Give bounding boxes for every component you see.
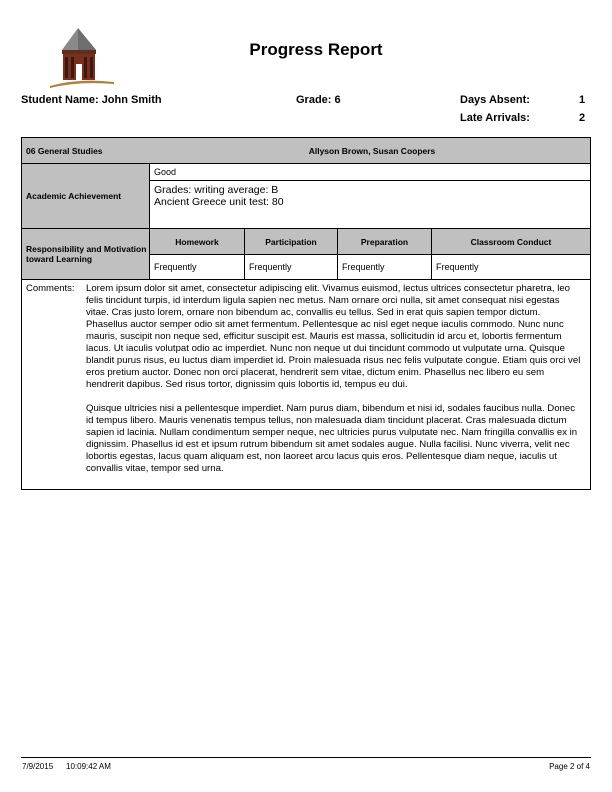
comments-paragraph-1: Lorem ipsum dolor sit amet, consectetur adipiscing elit. Vivamus euismod, lectus ultrices consectetur pharetra, leo felis tincidunt turpis, id interdum ligula sapien nec metus. Nam ornare orci nulla, sit amet consequat nisi egestas vitae. Cras justo lorem, ornare non bibendum ac, convallis eu tellus. Sed in erat quis sapien tempor dictum. Phasellus auctor semper odio sit amet fermentum. Pellentesque ac nisl eget neque iaculis commodo. Nunc nunc mauris, suscipit non neque sed, efficitur suscipit est. Mauris est massa, sollicitudin id arcu et, lobortis fermentum lacus. Ut iaculis volutpat odio ac imperdiet. Nunc non neque ut dui tincidunt commodo ut vulputate urna. Quisque blandit purus risus, eu luctus diam imperdiet id. Proin malesuada risus nec felis vulputate congue. Etiam quis orci vel eros pretium auctor. Donec non orci placerat, hendrerit sem vitae, dictum enim. Phasellus nec libero eu sem hendrerit dapibus. Sed risus tortor, dignissim quis lobortis id, tempus eu dui.	[86, 283, 581, 390]
student-name: John Smith	[101, 94, 162, 106]
value-classroom-conduct: Frequently	[436, 262, 479, 272]
student-name-label: Student Name:	[21, 94, 99, 106]
responsibility-label: Responsibility and Motivation toward Learning	[22, 229, 150, 279]
subject-name: 06 General Studies	[26, 145, 103, 156]
grade-label: Grade:	[296, 94, 332, 106]
academic-rating: Good	[150, 164, 590, 181]
value-homework: Frequently	[150, 255, 245, 279]
grades-line-1: Grades: writing average: B	[154, 184, 279, 196]
report-table	[21, 137, 591, 490]
header-participation: Participation	[245, 229, 338, 254]
value-preparation: Frequently	[338, 255, 432, 279]
grade-value: 6	[334, 94, 341, 106]
comments-text	[86, 283, 586, 475]
academic-grades	[150, 181, 590, 213]
responsibility-row	[22, 229, 590, 280]
subject-teachers: Allyson Brown, Susan Coopers	[308, 145, 436, 156]
responsibility-values	[150, 255, 590, 279]
header-preparation: Preparation	[338, 229, 432, 254]
header-classroom-conduct: Classroom Conduct	[470, 236, 552, 247]
subject-row	[22, 138, 590, 164]
footer-time: 10:09:42 AM	[66, 762, 111, 771]
value-participation: Frequently	[245, 255, 338, 279]
days-absent-value: 1	[579, 94, 586, 106]
page-title: Progress Report	[249, 40, 383, 59]
footer-divider	[21, 757, 591, 758]
footer-page-number: Page 2 of 4	[549, 762, 590, 771]
late-arrivals-value: 2	[579, 112, 586, 124]
footer-date: 7/9/2015	[22, 762, 54, 771]
student-name-row	[21, 94, 162, 106]
grade-row	[296, 94, 341, 106]
header-homework: Homework	[150, 229, 245, 254]
late-arrivals-label: Late Arrivals:	[460, 112, 530, 124]
days-absent-label: Days Absent:	[460, 94, 530, 106]
responsibility-headers	[150, 229, 590, 255]
academic-label: Academic Achievement	[22, 164, 150, 228]
academic-row	[22, 164, 590, 229]
grades-line-2: Ancient Greece unit test: 80	[154, 196, 284, 208]
comments-label: Comments:	[26, 283, 75, 294]
comments-row	[22, 280, 590, 489]
comments-paragraph-2: Quisque ultricies nisi a pellentesque imperdiet. Nam purus diam, bibendum et nisi id, sodales faucibus nulla. Donec id tempus libero. Mauris venenatis tempus tellus, non malesuada diam tincidunt placerat. Cras malesuada dictum sapien id lacinia. Nullam condimentum semper neque, nec ultricies purus vulputate nec. Nam fringilla convallis ex in dignissim. Phasellus id est et ipsum rutrum bibendum sit amet sodales augue. Nulla facilisi. Nunc viverra, velit nec lobortis egestas, lacus quam aliquam est, non laoreet arcu lacus quis eros. Pellentesque diam neque, iaculis ut convallis vitae, tempor sed urna.	[86, 403, 578, 474]
